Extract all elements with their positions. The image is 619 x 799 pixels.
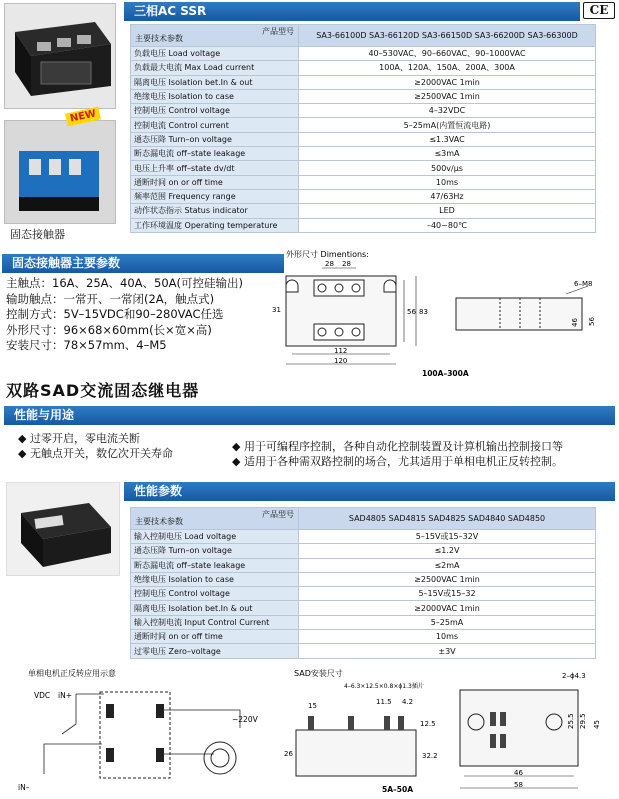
table-row bbox=[131, 161, 596, 175]
param-value: ≤1.3VAC bbox=[299, 132, 596, 146]
table-row bbox=[131, 75, 596, 89]
param-name: 负载最大电流 Max Load current bbox=[131, 61, 299, 75]
new-badge: NEW bbox=[65, 107, 101, 127]
param-name: 断态漏电流 off–state leakage bbox=[131, 558, 299, 572]
param-value: ≤2mA bbox=[299, 558, 596, 572]
param-value: ≤3mA bbox=[299, 147, 596, 161]
sad-dimension-drawing bbox=[284, 664, 616, 798]
dim-83: 83 bbox=[419, 308, 428, 316]
dim-26: 26 bbox=[284, 750, 293, 758]
three-phase-title: 三相AC SSR bbox=[134, 4, 207, 18]
contactor-title: 固态接触器主要参数 bbox=[12, 256, 121, 270]
feature-item: ◆ 适用于各种需双路控制的场合，尤其适用于单相电机正反转控制。 bbox=[232, 455, 563, 468]
param-name: 隔离电压 Isolation bet.In & out bbox=[131, 601, 299, 615]
in-plus-label: iN+ bbox=[58, 691, 72, 700]
param-name: 绝缘电压 Isolation to case bbox=[131, 572, 299, 586]
param-value: LED bbox=[299, 204, 596, 218]
table-header-row bbox=[131, 508, 596, 530]
param-line: 外形尺寸：96×68×60mm(长×宽×高) bbox=[6, 322, 212, 337]
contactor-side-view bbox=[456, 298, 582, 330]
header-model-label: 产品型号 bbox=[262, 27, 294, 36]
table-row bbox=[131, 204, 596, 218]
dim-56: 56 bbox=[407, 308, 416, 316]
dim-112: 112 bbox=[334, 347, 348, 355]
dim-29-5: 29.5 bbox=[579, 713, 587, 729]
top-terminals bbox=[314, 280, 364, 296]
param-value: 100A、120A、150A、200A、300A bbox=[299, 61, 596, 75]
three-phase-spec-table bbox=[130, 24, 596, 233]
param-name: 输入控制电流 Input Control Current bbox=[131, 615, 299, 629]
wiring-diagram bbox=[4, 664, 276, 796]
features-bar bbox=[4, 406, 615, 425]
dim-46: 46 bbox=[571, 318, 579, 327]
dim-45: 45 bbox=[593, 720, 601, 729]
dim-28a: 28 bbox=[325, 260, 334, 268]
table-row bbox=[131, 175, 596, 189]
param-value: 4–32VDC bbox=[299, 104, 596, 118]
sad-dim-title: SAD安装尺寸 bbox=[294, 669, 343, 678]
vdc-label: VDC bbox=[34, 691, 51, 700]
dual-sad-title: 双路SAD交流固态继电器 bbox=[6, 381, 200, 400]
features-right bbox=[232, 439, 563, 469]
contactor-caption: 固态接触器 bbox=[10, 228, 65, 241]
param-name: 通态压降 Turn–on voltage bbox=[131, 544, 299, 558]
header-param-label: 主要技术参数 bbox=[135, 34, 183, 43]
param-name: 断态漏电流 off–state leakage bbox=[131, 147, 299, 161]
param-name: 绝缘电压 Isolation to case bbox=[131, 89, 299, 103]
dim-25-5: 25.5 bbox=[567, 713, 575, 729]
in-minus-label: iN– bbox=[18, 783, 30, 792]
dim-31: 31 bbox=[272, 306, 281, 314]
table-row bbox=[131, 47, 596, 61]
dim-46b: 46 bbox=[514, 769, 523, 777]
param-name: 控制电压 Control voltage bbox=[131, 104, 299, 118]
table-row bbox=[131, 218, 596, 232]
param-value: 40–530VAC、90–660VAC、90–1000VAC bbox=[299, 47, 596, 61]
header-param-label: 主要技术参数 bbox=[135, 517, 183, 526]
param-value: 47/63Hz bbox=[299, 189, 596, 203]
contactor-model-range: 100A–300A bbox=[422, 369, 469, 376]
param-line: 安装尺寸：78×57mm、4–M5 bbox=[6, 338, 167, 352]
param-line: 输助触点：一常开、一常闭(2A，触点式) bbox=[6, 291, 215, 306]
table-row bbox=[131, 118, 596, 132]
table-row bbox=[131, 601, 596, 615]
param-value: ≥2500VAC 1min bbox=[299, 89, 596, 103]
param-name: 控制电压 Control voltage bbox=[131, 587, 299, 601]
param-name: 隔离电压 Isolation bet.In & out bbox=[131, 75, 299, 89]
bottom-terminals bbox=[314, 324, 364, 340]
param-name: 动作状态指示 Status indicator bbox=[131, 204, 299, 218]
table-row bbox=[131, 544, 596, 558]
table-row bbox=[131, 572, 596, 586]
param-value: –40~80℃ bbox=[299, 218, 596, 232]
table-row bbox=[131, 558, 596, 572]
dim-120: 120 bbox=[334, 357, 348, 365]
param-value: 5–15V或15–32V bbox=[299, 530, 596, 544]
param-name: 通态压降 Turn–on voltage bbox=[131, 132, 299, 146]
header-models: SAD4805 SAD4815 SAD4825 SAD4840 SAD4850 bbox=[299, 508, 596, 530]
table-row bbox=[131, 61, 596, 75]
dim-58: 58 bbox=[514, 781, 523, 789]
table-row bbox=[131, 132, 596, 146]
dim-caption: 外形尺寸 Dimentions: bbox=[286, 250, 369, 259]
param-value: 5–15V或15–32 bbox=[299, 587, 596, 601]
table-row bbox=[131, 587, 596, 601]
param-value: 500v/μs bbox=[299, 161, 596, 175]
param-name: 控制电流 Control current bbox=[131, 118, 299, 132]
performance-title: 性能参数 bbox=[134, 484, 183, 498]
dim-12-5: 12.5 bbox=[420, 720, 436, 728]
param-name: 通断时间 on or off time bbox=[131, 175, 299, 189]
table-row bbox=[131, 89, 596, 103]
param-name: 负载电压 Load voltage bbox=[131, 47, 299, 61]
param-value: ≥2500VAC 1min bbox=[299, 572, 596, 586]
table-row bbox=[131, 530, 596, 544]
tab-spec-note: 4–6.3×12.5×0.8×ϕ1.3插片 bbox=[344, 683, 424, 690]
dim-32-2: 32.2 bbox=[422, 752, 438, 760]
header-model-label: 产品型号 bbox=[262, 510, 294, 519]
three-phase-title-bar bbox=[124, 2, 580, 21]
dim-6m8: 6–M8 bbox=[574, 280, 593, 288]
table-row bbox=[131, 147, 596, 161]
param-value: 10ms bbox=[299, 175, 596, 189]
wiring-title: 单相电机正反转应用示意 bbox=[28, 669, 116, 678]
param-name: 频率范围 Frequency range bbox=[131, 189, 299, 203]
table-row bbox=[131, 189, 596, 203]
table-row bbox=[131, 644, 596, 658]
param-name: 工作环境温度 Operating temperature bbox=[131, 218, 299, 232]
param-line: 主触点：16A、25A、40A、50A(可控硅输出) bbox=[6, 276, 243, 290]
feature-item: ◆ 无触点开关，数亿次开关寿命 bbox=[18, 447, 173, 460]
param-value: ±3V bbox=[299, 644, 596, 658]
param-value: ≥2000VAC 1min bbox=[299, 601, 596, 615]
dim-11-5: 11.5 bbox=[376, 698, 392, 706]
contactor-image bbox=[5, 121, 116, 224]
header-diagonal-cell bbox=[131, 508, 299, 530]
dim-4-2: 4.2 bbox=[402, 698, 414, 706]
header-diagonal-cell bbox=[131, 25, 299, 47]
param-value: 10ms bbox=[299, 630, 596, 644]
ce-mark: CE bbox=[583, 2, 615, 19]
sad-model-range: 5A–50A bbox=[382, 785, 414, 794]
dim-15: 15 bbox=[308, 702, 317, 710]
dual-sad-spec-table bbox=[130, 507, 596, 659]
dim-2phi: 2–ϕ4.3 bbox=[562, 672, 586, 680]
sad-relay-photo bbox=[6, 482, 120, 576]
features-title: 性能与用途 bbox=[14, 408, 75, 422]
contactor-dimension-drawing bbox=[270, 246, 615, 376]
param-name: 过零电压 Zero–voltage bbox=[131, 644, 299, 658]
ssr-photo bbox=[4, 3, 116, 109]
sad-relay-image bbox=[7, 483, 120, 576]
dim-28b: 28 bbox=[342, 260, 351, 268]
param-line: 控制方式：5V–15VDC和90–280VAC任选 bbox=[6, 307, 224, 321]
contactor-params bbox=[6, 276, 243, 354]
table-header-row bbox=[131, 25, 596, 47]
param-value: 5–25mA bbox=[299, 615, 596, 629]
table-row bbox=[131, 630, 596, 644]
param-name: 电压上升率 off–state dv/dt bbox=[131, 161, 299, 175]
ssr-image bbox=[5, 4, 116, 109]
contactor-photo bbox=[4, 120, 116, 224]
performance-bar bbox=[124, 482, 615, 501]
param-name: 输入控制电压 Load voltage bbox=[131, 530, 299, 544]
feature-item: ◆ 过零开启，零电流关断 bbox=[18, 432, 140, 445]
table-row bbox=[131, 104, 596, 118]
param-value: ≤1.2V bbox=[299, 544, 596, 558]
feature-item: ◆ 用于可编程序控制，各种自动化控制装置及计算机输出控制接口等 bbox=[232, 440, 563, 453]
param-name: 通断时间 on or off time bbox=[131, 630, 299, 644]
param-value: 5–25mA(内置恒流电路) bbox=[299, 118, 596, 132]
ac220-label: ~220V bbox=[232, 715, 258, 724]
contactor-title-bar bbox=[2, 254, 284, 273]
header-models: SA3-66100D SA3-66120D SA3-66150D SA3-66200D SA3-66300D bbox=[299, 25, 596, 47]
table-row bbox=[131, 615, 596, 629]
dim-56b: 56 bbox=[588, 317, 596, 326]
features-left bbox=[18, 431, 173, 461]
param-value: ≥2000VAC 1min bbox=[299, 75, 596, 89]
